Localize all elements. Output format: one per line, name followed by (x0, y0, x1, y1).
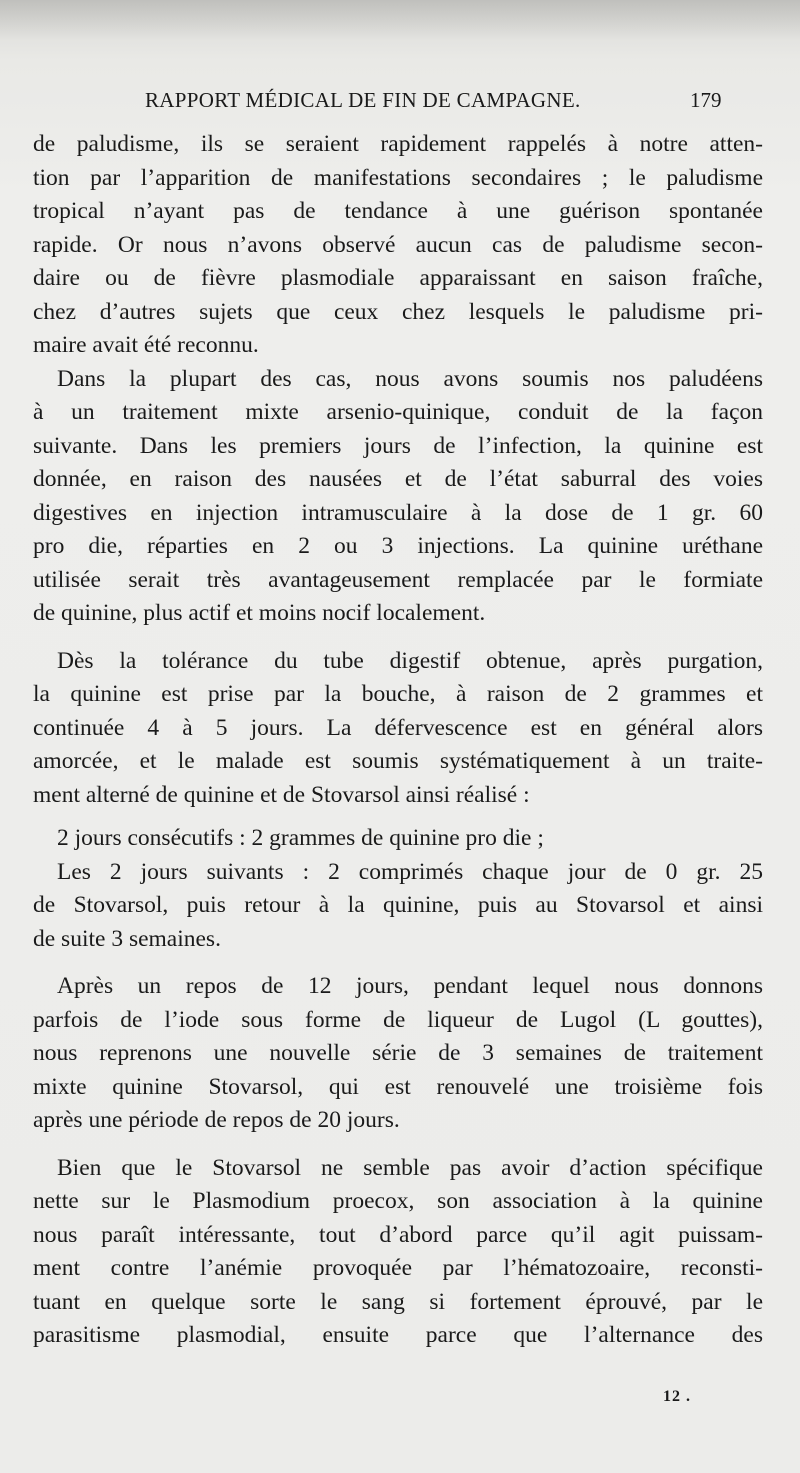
text-line: de Stovarsol, puis retour à la quinine, puis au Stovarsol et ainsi (33, 892, 763, 918)
text-line: tuant en quelque sorte le sang si fortement éprouvé, par le (33, 1288, 763, 1315)
text-line: amorcée, et le malade est soumis systématiquement à un traite- (33, 748, 763, 774)
text-line: après une période de repos de 20 jours. (33, 1107, 400, 1133)
paragraph (33, 128, 763, 363)
running-head: RAPPORT MÉDICAL DE FIN DE CAMPAGNE. (145, 88, 581, 112)
text-line: Après un repos de 12 jours, pendant lequel nous donnons (57, 973, 763, 999)
signature-mark: 12 . (663, 1388, 691, 1405)
text-line: de quinine, plus actif et moins nocif localement. (33, 600, 486, 626)
text-line: la quinine est prise par la bouche, à raison de 2 grammes et (33, 681, 763, 707)
text-line: Dans la plupart des cas, nous avons soumis nos paludéens (57, 365, 763, 392)
text-line: 2 jours consécutifs : 2 grammes de quinine pro die ; (57, 825, 544, 851)
text-line: suivante. Dans les premiers jours de l’infection, la quinine est (33, 432, 763, 459)
text-line: nous paraît intéressante, tout d’abord parce qu’il agit puissam- (33, 1221, 763, 1248)
text-line: ment contre l’anémie provoquée par l’hématozoaire, reconsti- (33, 1255, 763, 1281)
text-line: ment alterné de quinine et de Stovarsol ainsi réalisé : (33, 781, 530, 808)
text-line: Dès la tolérance du tube digestif obtenue, après purgation, (57, 647, 763, 674)
text-line: Les 2 jours suivants : 2 comprimés chaque jour de 0 gr. 25 (57, 858, 763, 885)
text-line: pro die, réparties en 2 ou 3 injections. La quinine uréthane (33, 533, 763, 559)
text-line: digestives en injection intramusculaire à la dose de 1 gr. 60 (33, 499, 763, 526)
text-line: parasitisme plasmodial, ensuite parce que l’alternance des (33, 1322, 763, 1348)
text-line: de suite 3 semaines. (33, 925, 221, 952)
text-line: donnée, en raison des nausées et de l’état saburral des voies (33, 466, 763, 492)
page-header (0, 88, 800, 118)
text-line: à un traitement mixte arsenio-quinique, conduit de la façon (33, 399, 763, 425)
text-line: mixte quinine Stovarsol, qui est renouvelé une troisième fois (33, 1073, 763, 1100)
text-line: daire ou de fièvre plasmodiale apparaissant en saison fraîche, (33, 265, 763, 291)
paragraph (33, 645, 763, 813)
text-line: nette sur le Plasmodium proecox, son association à la quinine (33, 1188, 763, 1214)
page-number: 179 (690, 88, 722, 112)
paragraph (33, 970, 763, 1138)
text-line: de paludisme, ils se seraient rapidement rappelés à notre atten- (33, 131, 763, 157)
text-line: continuée 4 à 5 jours. La défervescence est en général alors (33, 714, 763, 741)
text-line: parfois de l’iode sous forme de liqueur de Lugol (L gouttes), (33, 1006, 763, 1033)
text-line: tion par l’apparition de manifestations secondaires ; le paludisme (33, 164, 763, 191)
text-line: maire avait été reconnu. (33, 332, 259, 358)
paragraph (33, 363, 763, 631)
text-line: rapide. Or nous n’avons observé aucun cas de paludisme secon- (33, 231, 763, 258)
paragraph (33, 856, 763, 957)
text-line: utilisée serait très avantageusement remplacée par le formiate (33, 566, 763, 593)
paragraph (33, 822, 763, 856)
scan-shadow (0, 0, 800, 40)
text-line: Bien que le Stovarsol ne semble pas avoir d’action spécifique (57, 1154, 763, 1181)
paragraph (33, 1152, 763, 1353)
text-line: tropical n’ayant pas de tendance à une guérison spontanée (33, 198, 763, 224)
text-line: nous reprenons une nouvelle série de 3 semaines de traitement (33, 1040, 763, 1066)
text-line: chez d’autres sujets que ceux chez lesquels le paludisme pri- (33, 298, 763, 325)
body-text (33, 128, 763, 1353)
